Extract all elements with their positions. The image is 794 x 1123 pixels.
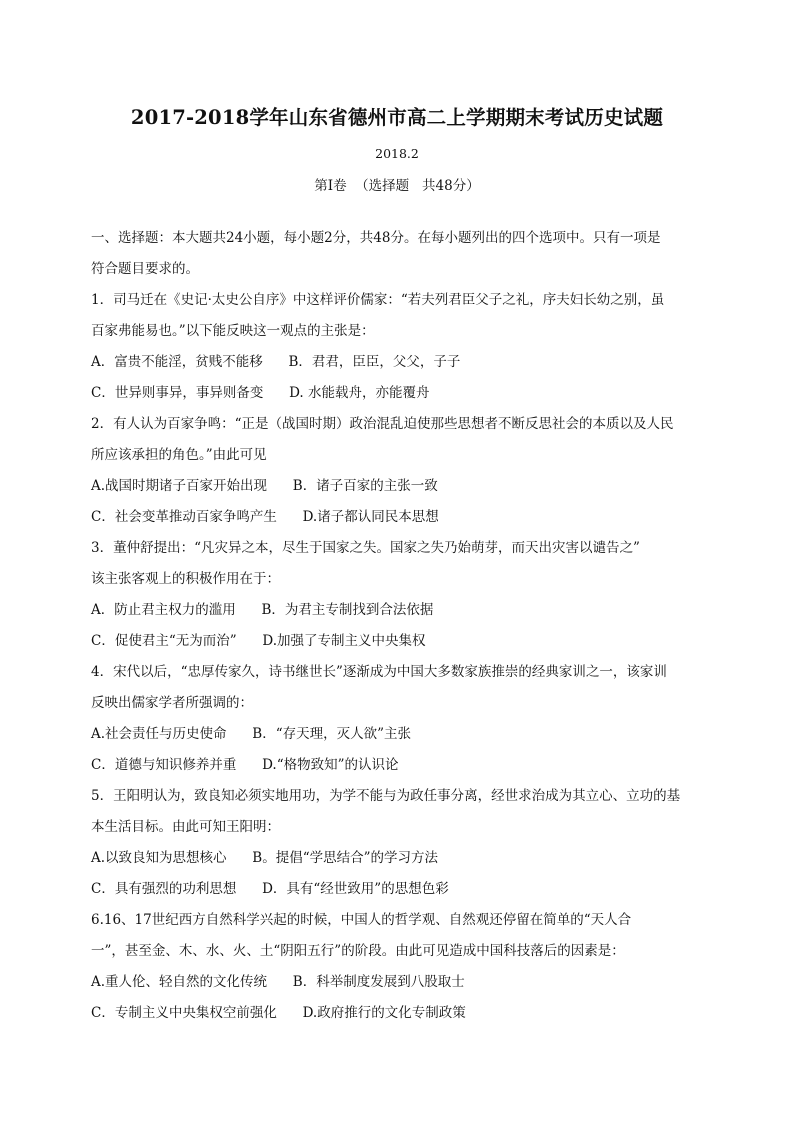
instructions-line: 符合题目要求的。 — [91, 261, 199, 277]
instructions-line: 一、选择题：本大题共24小题，每小题2分，共48分。在每小题列出的四个选项中。只有一项是 — [91, 230, 661, 246]
page-title: 2017-2018学年山东省德州市高二上学期期末考试历史试题 — [130, 106, 664, 129]
question-stem-line: 反映出儒家学者所强调的： — [91, 695, 253, 711]
question-stem-line: 所应该承担的角色。”由此可见 — [91, 447, 267, 463]
answer-option-line: C．具有强烈的功利思想 D．具有“经世致用”的思想色彩 — [91, 881, 449, 897]
question-stem-line: 3．董仲舒提出：“凡灾异之本，尽生于国家之失。国家之失乃始萌芽，而天出灾害以谴告之” — [91, 540, 640, 556]
answer-option-line: C．道德与知识修养并重 D.“格物致知”的认识论 — [91, 757, 399, 773]
answer-option-line: A.以致良知为思想核心 B。提倡“学思结合”的学习方法 — [91, 850, 439, 866]
answer-option-line: A．富贵不能淫，贫贱不能移 B．君君，臣臣，父父，子子 — [91, 354, 461, 370]
question-stem-line: 百家弗能易也。”以下能反映这一观点的主张是： — [91, 323, 375, 339]
question-stem-line: 本生活目标。由此可知王阳明： — [91, 819, 280, 835]
question-stem-line: 1．司马迁在《史记·太史公自序》中这样评价儒家：“若夫列君臣父子之礼，序夫妇长幼之别，虽 — [91, 292, 665, 308]
answer-option-line: A．防止君主权力的滥用 B．为君主专制找到合法依据 — [91, 602, 434, 618]
section-heading: 第I卷 （选择题 共48分） — [314, 178, 480, 194]
answer-option-line: C．世异则事异，事异则备变 D. 水能载舟，亦能覆舟 — [91, 385, 430, 401]
question-stem-line: 2．有人认为百家争鸣：“正是（战国时期）政治混乱迫使那些思想者不断反思社会的本质以及人民 — [91, 416, 674, 432]
exam-date: 2018.2 — [375, 146, 419, 161]
question-stem-line: 5．王阳明认为，致良知必须实地用功，为学不能与为政任事分离，经世求治成为其立心、立功的基 — [91, 788, 681, 804]
answer-option-line: C．社会变革推动百家争鸣产生 D.诸子都认同民本思想 — [91, 509, 439, 525]
question-stem-line: 6.16、17世纪西方自然科学兴起的时候，中国人的哲学观、自然观还停留在简单的“天人合 — [91, 912, 632, 928]
question-stem-line: 一”，甚至金、木、水、火、土“阴阳五行”的阶段。由此可见造成中国科技落后的因素是： — [91, 943, 625, 959]
answer-option-line: A.战国时期诸子百家开始出现 B．诸子百家的主张一致 — [91, 478, 438, 494]
answer-option-line: C．专制主义中央集权空前强化 D.政府推行的文化专制政策 — [91, 1005, 466, 1021]
answer-option-line: A.社会责任与历史使命 B．“存天理，灭人欲”主张 — [91, 726, 412, 742]
question-stem-line: 该主张客观上的积极作用在于： — [91, 571, 280, 587]
answer-option-line: C．促使君主“无为而治” D.加强了专制主义中央集权 — [91, 633, 426, 649]
answer-option-line: A.重人伦、轻自然的文化传统 B．科举制度发展到八股取士 — [91, 974, 465, 990]
question-stem-line: 4．宋代以后，“忠厚传家久，诗书继世长”逐渐成为中国大多数家族推崇的经典家训之一，该家训 — [91, 664, 667, 680]
